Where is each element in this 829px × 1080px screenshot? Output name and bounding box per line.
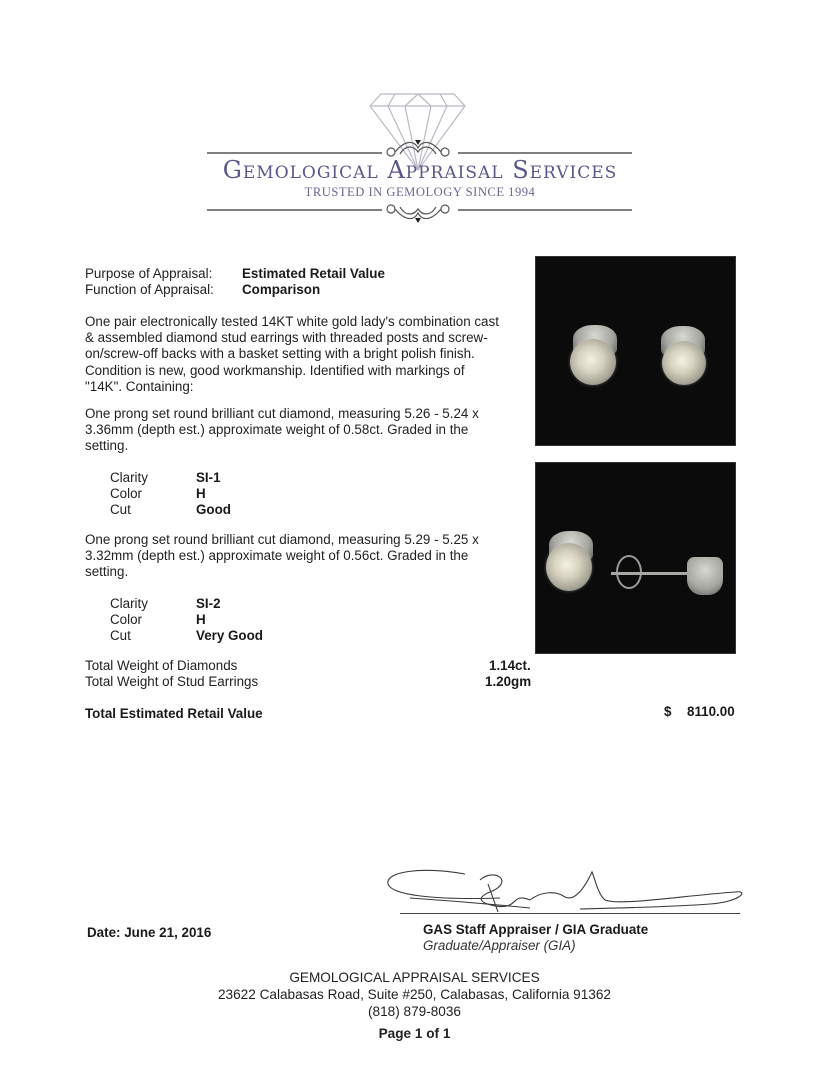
diamond-2-description: One prong set round brilliant cut diamond, measuring 5.29 - 5.25 x 3.32mm (depth est.) approximate weight of 0.56ct. Graded in the setting. [85,532,479,580]
total-earrings-value: 1.20gm [485,674,532,689]
diamond-1-clarity-value: SI-1 [196,470,221,485]
appraiser-subtitle: Graduate/Appraiser (GIA) [423,938,576,953]
diamond-1-cut-label: Cut [110,502,131,517]
diamond-1-clarity-label: Clarity [110,470,148,485]
currency-symbol: $ [664,704,672,719]
footer-company: GEMOLOGICAL APPRAISAL SERVICES [289,970,540,985]
total-retail-label: Total Estimated Retail Value [85,706,263,721]
appraiser-title: GAS Staff Appraiser / GIA Graduate [423,922,649,937]
diamond-2-color-label: Color [110,612,142,627]
earring-diamond-left [570,339,616,385]
footer-phone: (818) 879-8036 [368,1004,461,1019]
diamond-2-color-value: H [196,612,206,627]
diamond-1-cut-value: Good [196,502,231,517]
front-view-photo [535,256,736,446]
diamond-2-clarity-label: Clarity [110,596,148,611]
total-retail-value: 8110.00 [687,704,735,719]
total-diamonds-value: 1.14ct. [489,658,531,673]
diamond-icon [200,82,640,227]
item-description: One pair electronically tested 14KT white gold lady's combination cast & assembled diamond stud earrings with threaded posts and screw-on/screw-off backs with a basket setting with a bright polish finish. Condition is new, good workmanship. Identified with markings of "14K". Containing: [85,314,499,394]
function-value: Comparison [242,282,321,297]
diamond-2-cut-value: Very Good [196,628,263,643]
earring-post [611,572,693,575]
purpose-label: Purpose of Appraisal: [85,266,213,281]
diamond-1-color-value: H [196,486,206,501]
diamond-1-description: One prong set round brilliant cut diamond, measuring 5.26 - 5.24 x 3.36mm (depth est.) approximate weight of 0.58ct. Graded in the setting. [85,406,479,454]
earring-side-basket [687,557,723,595]
purpose-value: Estimated Retail Value [242,266,385,281]
diamond-2-clarity-value: SI-2 [196,596,221,611]
function-label: Function of Appraisal: [85,282,214,297]
total-earrings-label: Total Weight of Stud Earrings [85,674,259,689]
company-name: Gemological Appraisal Services [222,156,618,184]
appraisal-date: Date: June 21, 2016 [87,925,212,940]
side-view-photo [535,462,736,654]
signature-line [400,913,740,914]
company-logo [200,82,640,227]
earring-diamond-left [546,543,592,591]
page-number: Page 1 of 1 [378,1026,451,1041]
earring-diamond-right [662,341,706,385]
company-tagline: TRUSTED IN GEMOLOGY SINCE 1994 [304,185,536,199]
diamond-1-color-label: Color [110,486,142,501]
footer-address: 23622 Calabasas Road, Suite #250, Calabasas, California 91362 [218,987,611,1002]
signature-image [380,862,750,917]
diamond-2-cut-label: Cut [110,628,131,643]
total-diamonds-label: Total Weight of Diamonds [85,658,238,673]
